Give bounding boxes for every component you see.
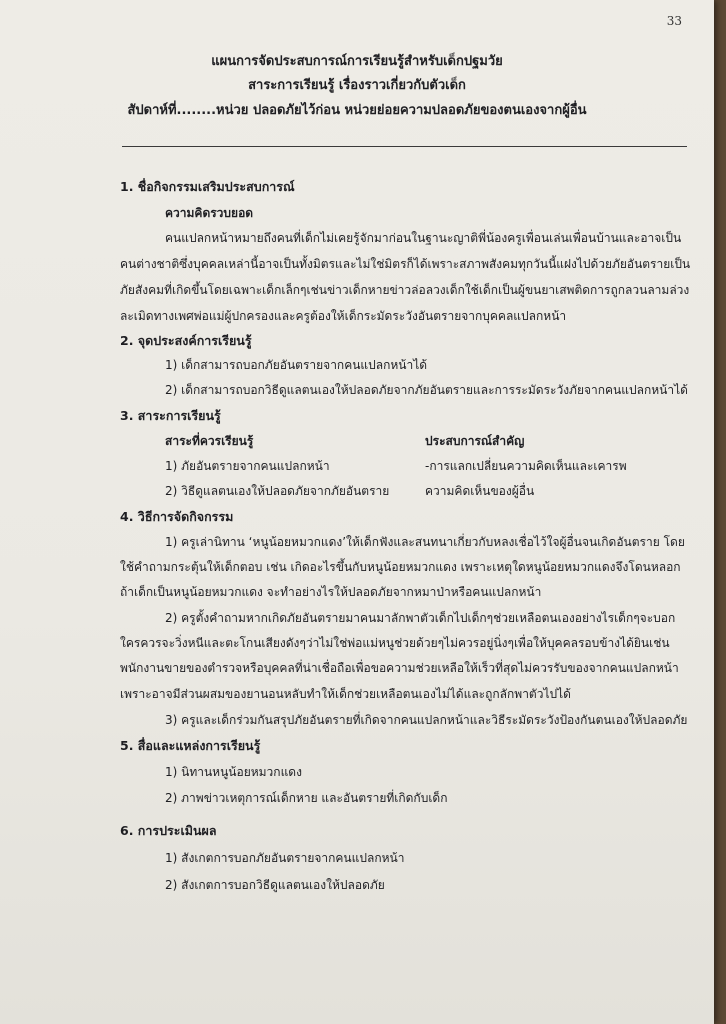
activity-line: 2) ครูตั้งคำถามหากเกิดภัยอันตรายมาคนมาลักพาตัวเด็กไปเด็กๆช่วยเหลือตนเองอย่างไรเด็กๆจะบอก [165, 611, 676, 625]
section-1-title: 1. ชื่อกิจกรรมเสริมประสบการณ์ [120, 179, 295, 194]
concept-line: ภัยสังคมที่เกิดขึ้นโดยเฉพาะเด็กเล็กๆเช่นข่าวเด็กหายข่าวล่อลวงเด็กใช้เด็กเป็นผู้ขนยาเสพติดการถูกลวนลามล่วง [120, 283, 690, 297]
document-title: แผนการจัดประสบการณ์การเรียนรู้สำหรับเด็กปฐมวัย [211, 54, 503, 69]
learning-content-heading: สาระการเรียนรู้ เรื่องราวเกี่ยวกับตัวเด็ก [248, 78, 466, 93]
section-3-title: 3. สาระการเรียนรู้ [120, 408, 221, 423]
concept-line: ละเมิดทางเพศพ่อแม่ผู้ปกครองและครูต้องให้เด็กระมัดระวังอันตรายจากบุคคลแปลกหน้า [120, 309, 567, 323]
section-2-title: 2. จุดประสงค์การเรียนรู้ [120, 333, 252, 348]
activity-line: ใครควรจะวิ่งหนีและตะโกนเสียงดังๆว่าไม่ใช่พ่อแม่หนูช่วยด้วยๆไม่ควรอยู่นิ่งๆเพื่อให้บุคคลรอบข้างได้ยินเช่น [120, 636, 670, 650]
activity-line: 3) ครูและเด็กร่วมกันสรุปภัยอันตรายที่เกิดจากคนแปลกหน้าและวิธีระมัดระวังป้องกันตนเองให้ปลอดภัย [165, 713, 688, 727]
media-item: 1) นิทานหนูน้อยหมวกแดง [165, 765, 302, 779]
objective-item: 1) เด็กสามารถบอกภัยอันตรายจากคนแปลกหน้าได้ [165, 358, 428, 372]
concept-line: คนแปลกหน้าหมายถึงคนที่เด็กไม่เคยรู้จักมาก่อนในฐานะญาติพี่น้องครูเพื่อนเล่นเพื่อนบ้านและอาจเป็น [165, 231, 682, 245]
concept-line: คนต่างชาติซึ่งบุคคลเหล่านี้อาจเป็นทั้งมิตรและไม่ใช่มิตรก็ได้เพราะสภาพสังคมทุกวันนี้แฝงไปด้วยภัยอันตรายเป็น [120, 257, 691, 271]
activity-line: ใช้คำถามกระตุ้นให้เด็กตอบ เช่น เกิดอะไรขึ้นกับหนูน้อยหมวกแดง เพราะเหตุใดหนูน้อยหมวกแดงจึงโดนหลอก [120, 560, 681, 574]
section-4-title: 4. วิธีการจัดกิจกรรม [120, 509, 234, 524]
week-unit-heading: สัปดาห์ที่........หน่วย ปลอดภัยไว้ก่อน หน่วยย่อยความปลอดภัยของตนเองจากผู้อื่น [127, 103, 587, 118]
content-item: 1) ภัยอันตรายจากคนแปลกหน้า [165, 459, 330, 473]
concept-subtitle: ความคิดรวบยอด [165, 206, 254, 220]
activity-line: เพราะอาจมีส่วนผสมของยานอนหลับทำให้เด็กช่วยเหลือตนเองไม่ได้และถูกลักพาตัวไปได้ [120, 687, 571, 701]
activity-line: 1) ครูเล่านิทาน ‘หนูน้อยหมวกแดง’ให้เด็กฟังและสนทนาเกี่ยวกับหลงเชื่อไว้ใจผู้อื่นจนเกิดอันตราย โดย [165, 535, 685, 549]
section-6-title: 6. การประเมินผล [120, 823, 217, 838]
objective-item: 2) เด็กสามารถบอกวิธีดูแลตนเองให้ปลอดภัยจากภัยอันตรายและการระมัดระวังภัยจากคนแปลกหน้าได้ [165, 383, 688, 397]
experience-item: -การแลกเปลี่ยนความคิดเห็นและเคารพ [425, 459, 627, 473]
section-5-title: 5. สื่อและแหล่งการเรียนรู้ [120, 738, 261, 753]
activity-line: ถ้าเด็กเป็นหนูน้อยหมวกแดง จะทำอย่างไรให้ปลอดภัยจากหมาป่าหรือคนแปลกหน้า [120, 585, 542, 599]
media-item: 2) ภาพข่าวเหตุการณ์เด็กหาย และอันตรายที่เกิดกับเด็ก [165, 791, 448, 805]
experience-item: ความคิดเห็นของผู้อื่น [425, 484, 535, 498]
evaluation-item: 1) สังเกตการบอกภัยอันตรายจากคนแปลกหน้า [165, 851, 405, 865]
evaluation-item: 2) สังเกตการบอกวิธีดูแลตนเองให้ปลอดภัย [165, 878, 385, 892]
content-column-heading: สาระที่ควรเรียนรู้ [165, 434, 254, 448]
page-number: 33 [666, 14, 682, 28]
header-divider [122, 146, 687, 147]
content-item: 2) วิธีดูแลตนเองให้ปลอดภัยจากภัยอันตราย [165, 484, 390, 498]
experience-column-heading: ประสบการณ์สำคัญ [425, 434, 525, 448]
activity-line: พนักงานขายของตำรวจหรือบุคคลที่น่าเชื่อถือเพื่อขอความช่วยเหลือให้เร็วที่สุดไม่ควรรับของจากคนแปลกหน้า [120, 661, 679, 675]
